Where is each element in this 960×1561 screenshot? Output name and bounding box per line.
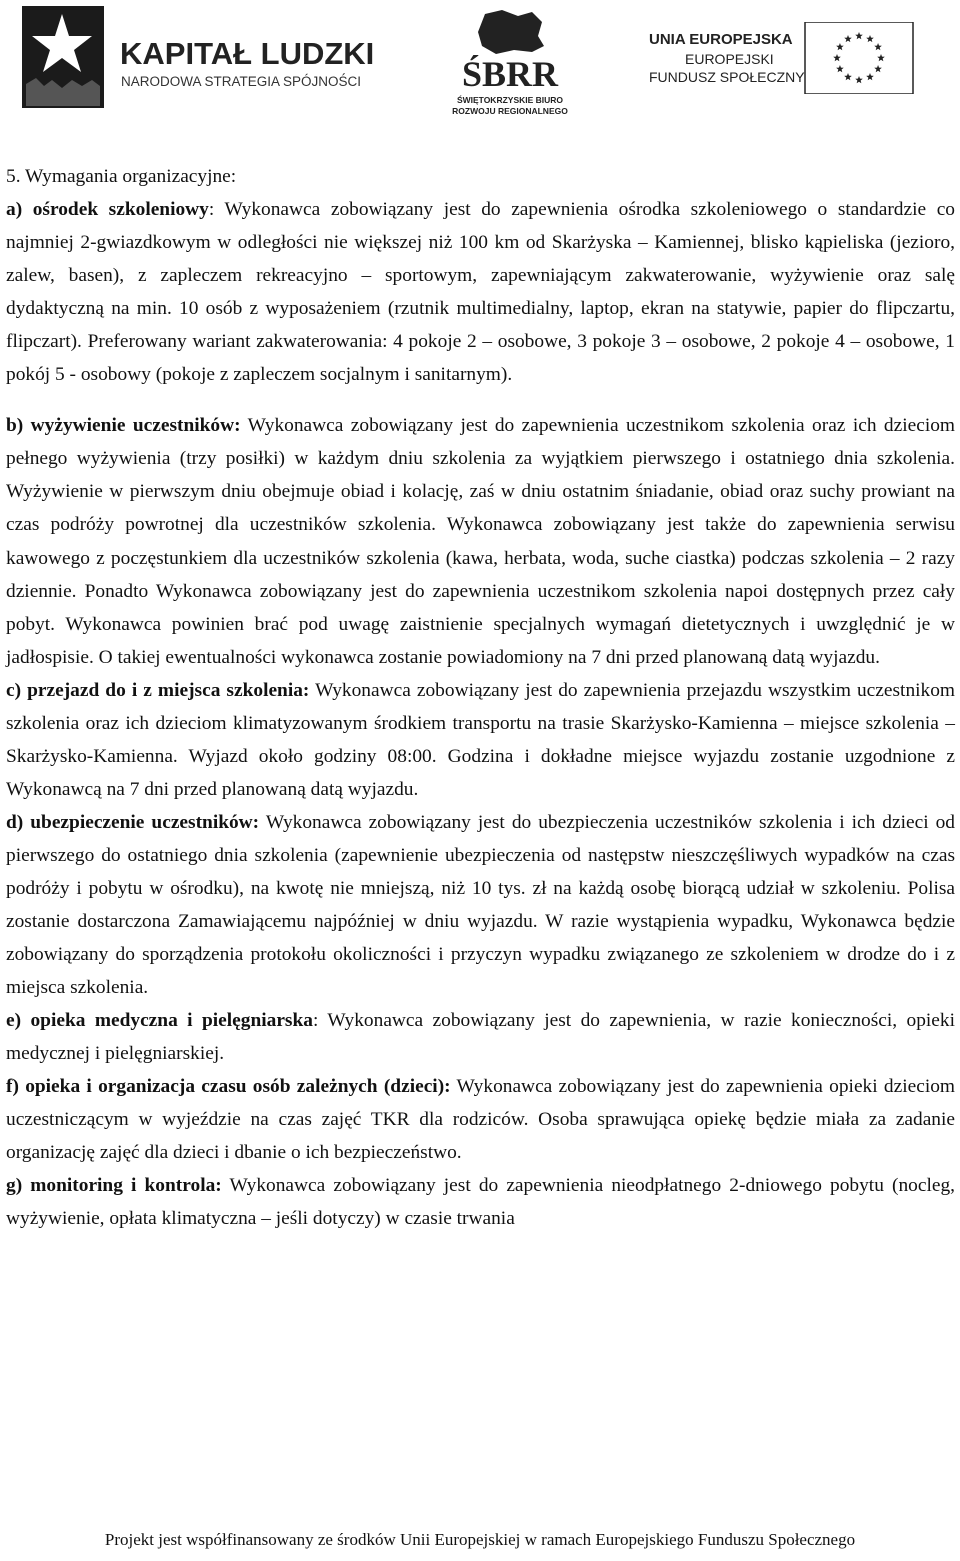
- page-footer: Projekt jest współfinansowany ze środków Unii Europejskiej w ramach Europejskiego Funduszu Społecznego: [104, 1530, 856, 1549]
- eu-logo: [645, 22, 917, 94]
- eu-line-1: UNIA EUROPEJSKA: [649, 31, 793, 48]
- paragraph-d-text: Wykonawca zobowiązany jest do ubezpieczenia uczestników szkolenia i ich dzieci od pierwszego do ostatniego dnia szkolenia (zapewnienie ubezpieczenia od następstw nieszczęśliwych wypadków na czas podróży i pobytu w ośrodku), na kwotę nie mniejszą, niż 10 tys. zł na każdą osobę biorącą udział w szkoleniu. Polisa zostanie dostarczona Zamawiającemu najpóźniej w dniu wyjazdu. W razie wystąpienia wypadku, Wykonawca będzie zobowiązany do sporządzenia protokołu okoliczności i przyczyn wypadku związanego ze szkoleniem w drodze do i z miejsca szkolenia.: [6, 811, 956, 999]
- paragraph-d: [6, 806, 955, 1004]
- kapital-ludzki-title: KAPITAŁ LUDZKI: [120, 36, 375, 71]
- paragraph-b-label: b) wyżywienie uczestników:: [6, 415, 241, 437]
- document-body: [6, 160, 955, 1236]
- sbrr-line-2: ROZWOJU REGIONALNEGO: [452, 106, 568, 116]
- paragraph-g-text: Wykonawca zobowiązany jest do zapewnienia nieodpłatnego 2-dniowego pobytu (nocleg, wyżywienie, opłata klimatyczna – jeśli dotyczy) w czasie trwania: [6, 1175, 955, 1230]
- paragraph-g: [6, 1169, 955, 1235]
- section-heading: 5. Wymagania organizacyjne:: [6, 166, 237, 187]
- paragraph-c: [6, 674, 955, 806]
- document-header: [0, 0, 960, 125]
- paragraph-e-text: : Wykonawca zobowiązany jest do zapewnienia, w razie konieczności, opieki medycznej i pielęgniarskiej.: [6, 1010, 955, 1065]
- paragraph-a-text: : Wykonawca zobowiązany jest do zapewnienia ośrodka szkoleniowego o standardzie co najmniej 2-gwiazdkowym w odległości nie większej niż 100 km od Skarżyska – Kamiennej, blisko kąpieliska (jezioro, zalew, basen), z zapleczem rekreacyjno – sportowym, zapewniającym zakwaterowanie, wyżywienie oraz salę dydaktyczną na min. 10 osób z wyposażeniem (rzutnik multimedialny, laptop, ekran na statywie, papier do flipczartu, flipczart). Preferowany wariant zakwaterowania: 4 pokoje 2 – osobowe, 3 pokoje 3 – osobowe, 2 pokoje 4 – osobowe, 1 pokój 5 - osobowy (pokoje z zapleczem socjalnym i sanitarnym).: [6, 199, 955, 386]
- paragraph-a: [6, 193, 955, 391]
- eu-line-2: EUROPEJSKI: [685, 51, 774, 67]
- paragraph-d-label: d) ubezpieczenie uczestników:: [6, 811, 260, 833]
- paragraph-e: [6, 1004, 955, 1070]
- paragraph-a-label: a) ośrodek szkoleniowy: [6, 199, 209, 221]
- paragraph-g-label: g) monitoring i kontrola:: [6, 1175, 222, 1197]
- sbrr-abbreviation: ŚBRR: [461, 54, 559, 94]
- paragraph-c-label: c) przejazd do i z miejsca szkolenia:: [6, 679, 310, 701]
- eu-line-3: FUNDUSZ SPOŁECZNY: [649, 69, 805, 85]
- sbrr-logo: [440, 6, 580, 118]
- kapital-ludzki-logo: [22, 6, 392, 108]
- paragraph-f-label: f) opieka i organizacja czasu osób zależnych (dzieci):: [6, 1076, 451, 1098]
- sbrr-line-1: ŚWIĘTOKRZYSKIE BIURO: [456, 95, 564, 105]
- paragraph-b: [6, 409, 955, 673]
- paragraph-c-text: Wykonawca zobowiązany jest do zapewnienia przejazdu wszystkim uczestnikom szkolenia oraz ich dzieciom klimatyzowanym środkiem transportu na trasie Skarżysko-Kamienna – miejsce szkolenia – Skarżysko-Kamienna. Wyjazd około godziny 08:00. Godzina i dokładne miejsce wyjazdu zostanie uzgodnione z Wykonawcą na 7 dni przed planowaną datą wyjazdu.: [6, 679, 955, 800]
- kapital-ludzki-subtitle: NARODOWA STRATEGIA SPÓJNOŚCI: [121, 74, 362, 89]
- paragraph-e-label: e) opieka medyczna i pielęgniarska: [6, 1010, 313, 1032]
- paragraph-f-text: Wykonawca zobowiązany jest do zapewnienia opieki dzieciom uczestniczącym w wyjeździe na czas zajęć TKR dla rodziców. Osoba sprawująca opiekę będzie miała za zadanie organizację zajęć dla dzieci i dbanie o ich bezpieczeństwo.: [6, 1076, 955, 1164]
- paragraph-b-text: Wykonawca zobowiązany jest do zapewnienia uczestnikom szkolenia oraz ich dzieciom pełnego wyżywienia (trzy posiłki) w każdym dniu szkolenia za wyjątkiem pierwszego i ostatniego dnia szkolenia. Wyżywienie w pierwszym dniu obejmuje obiad i kolację, zaś w dniu ostatnim śniadanie, obiad oraz suchy prowiant na czas podróży powrotnej dla uczestników szkolenia. Wykonawca zobowiązany jest także do zapewnienia serwisu kawowego z poczęstunkiem dla uczestników szkolenia (kawa, herbata, woda, suche ciastka) podczas szkolenia – 2 razy dziennie. Ponadto Wykonawca zobowiązany jest do zapewnienia uczestnikom szkolenia napoi dostępnych przez cały pobyt. Wykonawca powinien brać pod uwagę zaistnienie specjalnych wymagań dietetycznych i uwzględnić je w jadłospisie. O takiej ewentualności wykonawca zostanie powiadomiony na 7 dni przed planowaną datą wyjazdu.: [6, 415, 955, 668]
- paragraph-f: [6, 1070, 955, 1169]
